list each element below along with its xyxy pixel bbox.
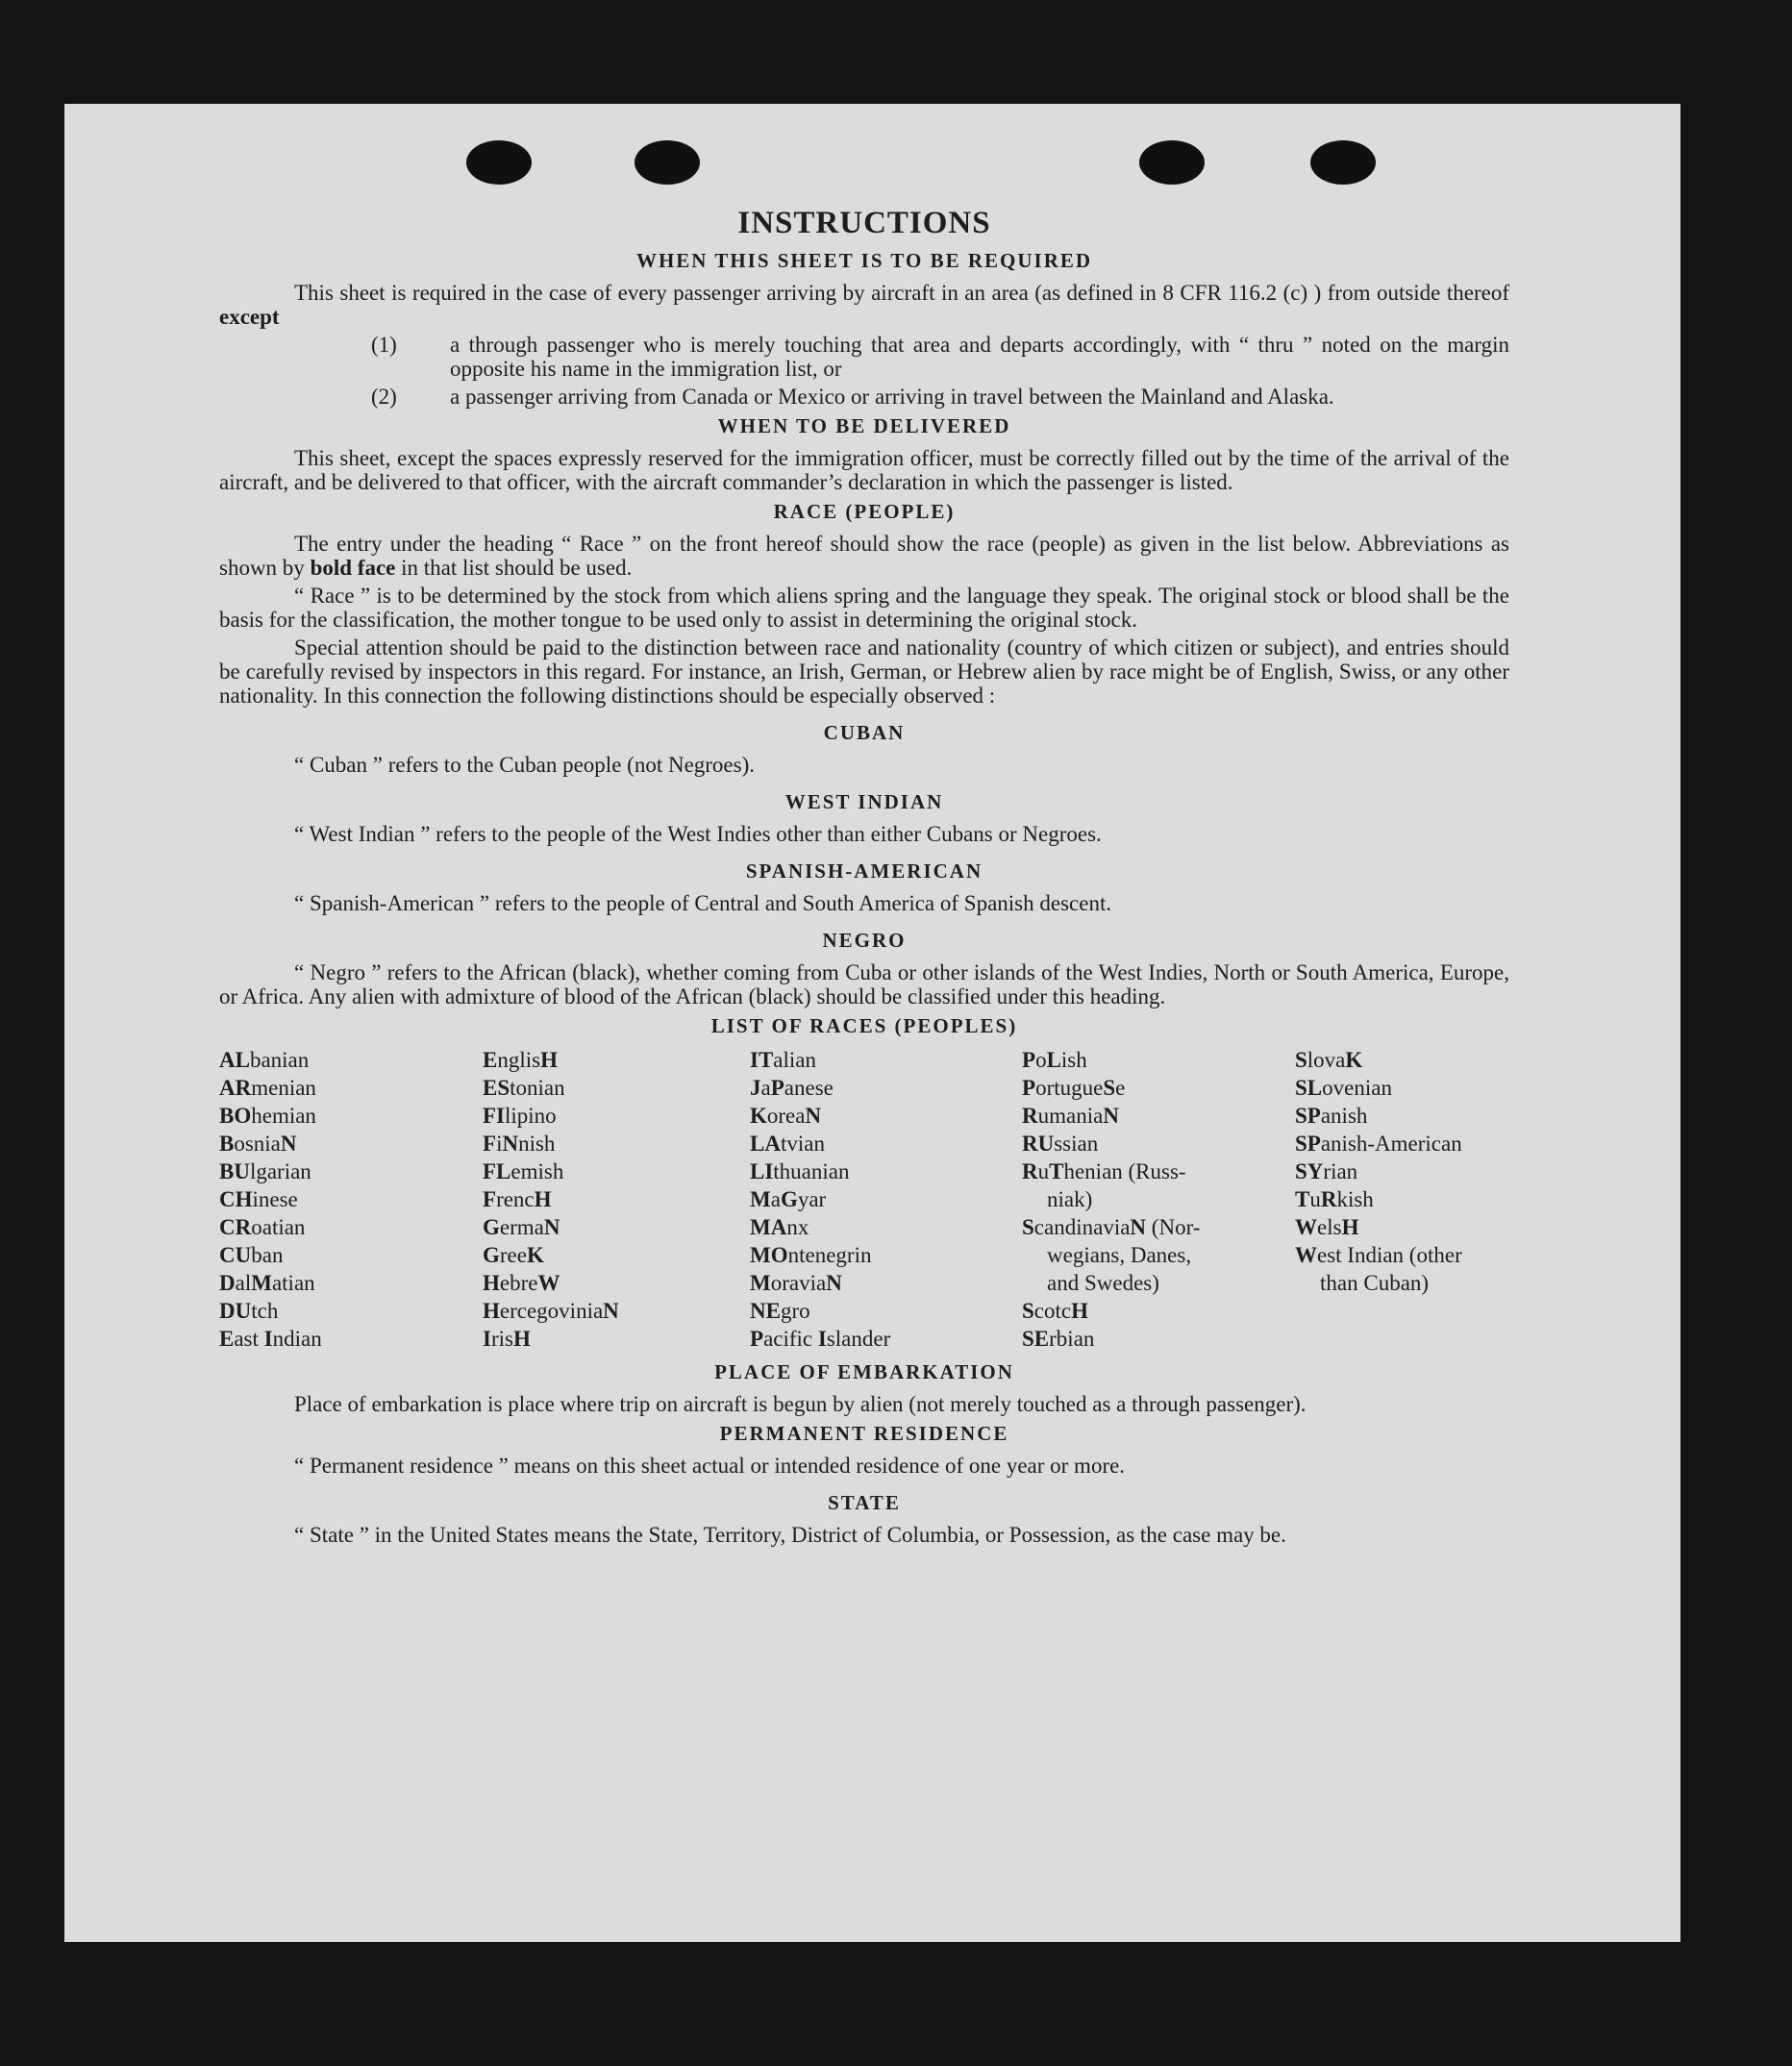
race-entry bbox=[219, 1325, 483, 1353]
race-abbreviation: CU bbox=[219, 1243, 252, 1267]
race-text: o bbox=[1035, 1048, 1047, 1072]
race-entry bbox=[1022, 1269, 1295, 1297]
race-entry bbox=[750, 1157, 1022, 1185]
negro-text: “ Negro ” refers to the African (black), whether coming from Cuba or other islands of the West Indies, North or South America, Europe, or Africa. Any alien with admixture of blood of the African (black) should be classified under this heading. bbox=[219, 960, 1509, 1008]
race-abbreviation: N bbox=[502, 1132, 519, 1156]
race-abbreviation: H bbox=[1071, 1299, 1088, 1323]
punch-hole bbox=[1310, 140, 1376, 185]
race-abbreviation: SY bbox=[1295, 1159, 1324, 1183]
race-abbreviation: IT bbox=[750, 1048, 774, 1072]
race-entry bbox=[1295, 1074, 1509, 1102]
race-entry bbox=[750, 1241, 1022, 1269]
race-abbreviation: E bbox=[483, 1048, 498, 1072]
heading-race: RACE (PEOPLE) bbox=[773, 500, 956, 523]
race-abbreviation: L bbox=[1046, 1048, 1061, 1072]
race-text: orea bbox=[766, 1104, 806, 1128]
race-abbreviation: G bbox=[483, 1243, 500, 1267]
intro-bold: except bbox=[219, 305, 280, 329]
race-text: and Swedes) bbox=[1047, 1271, 1159, 1295]
race-entry bbox=[1295, 1157, 1509, 1185]
race-entry bbox=[1022, 1297, 1295, 1325]
race-abbreviation: T bbox=[1295, 1187, 1310, 1211]
race-abbreviation: K bbox=[750, 1104, 767, 1128]
race-abbreviation: K bbox=[1345, 1048, 1363, 1072]
race-abbreviation: W bbox=[537, 1271, 560, 1295]
race-entry bbox=[483, 1102, 750, 1130]
item-text: a through passenger who is merely touching that area and departs accordingly, with “ thru ” noted on the margin opposite his name in the immigration list, or bbox=[450, 333, 1509, 381]
race-text: erma bbox=[499, 1215, 544, 1239]
race-text: nx bbox=[786, 1215, 809, 1239]
race-abbreviation: H bbox=[1341, 1215, 1359, 1239]
race-text: umania bbox=[1037, 1104, 1104, 1128]
race-abbreviation: LA bbox=[750, 1132, 781, 1156]
race-text: emish bbox=[510, 1159, 564, 1183]
race-text: wegians, Danes, bbox=[1047, 1243, 1192, 1267]
race-abbreviation: N bbox=[826, 1271, 842, 1295]
race-text: e bbox=[1115, 1076, 1126, 1100]
heading-when-required: WHEN THIS SHEET IS TO BE REQUIRED bbox=[635, 249, 1093, 272]
exception-item bbox=[219, 333, 1509, 381]
race-text: niak) bbox=[1047, 1187, 1093, 1211]
race-text: tvian bbox=[780, 1132, 825, 1156]
race-entry bbox=[1295, 1213, 1509, 1241]
race-text: renc bbox=[496, 1187, 535, 1211]
race-text: ris bbox=[490, 1327, 513, 1351]
race-text: candinavia bbox=[1033, 1215, 1131, 1239]
race-text: a bbox=[770, 1187, 781, 1211]
race-entry bbox=[750, 1102, 1022, 1130]
race-abbreviation: G bbox=[780, 1187, 798, 1211]
race-abbreviation: DU bbox=[219, 1299, 252, 1323]
race-text: els bbox=[1317, 1215, 1342, 1239]
race-text: ercegovinia bbox=[499, 1299, 604, 1323]
race-text: osnia bbox=[234, 1132, 281, 1156]
race-entry bbox=[219, 1241, 483, 1269]
race-text: gro bbox=[780, 1299, 810, 1323]
when-delivered-text: This sheet, except the spaces expressly reserved for the immigration officer, must be correctly filled out by the time of the arrival of the aircraft, and be delivered to that officer, with the aircraft commander’s declaration in which the passenger is listed. bbox=[219, 446, 1509, 494]
race-entry bbox=[1022, 1325, 1295, 1353]
race-text: ast bbox=[234, 1327, 264, 1351]
race-abbreviation: BU bbox=[219, 1159, 250, 1183]
race-abbreviation: P bbox=[750, 1327, 764, 1351]
race-entry bbox=[1295, 1185, 1509, 1213]
race-entry bbox=[750, 1213, 1022, 1241]
race-abbreviation: B bbox=[219, 1132, 235, 1156]
exception-item bbox=[219, 385, 1509, 409]
race-entry bbox=[219, 1074, 483, 1102]
race-abbreviation: MA bbox=[750, 1215, 787, 1239]
race-abbreviation: S bbox=[1295, 1048, 1307, 1072]
race-abbreviation: E bbox=[219, 1327, 235, 1351]
race-abbreviation: N bbox=[603, 1299, 619, 1323]
heading-embarkation: PLACE OF EMBARKATION bbox=[714, 1360, 1014, 1383]
race-abbreviation: NE bbox=[750, 1299, 781, 1323]
race-abbreviation: FI bbox=[483, 1104, 505, 1128]
race-entry bbox=[483, 1241, 750, 1269]
race-entry bbox=[1022, 1185, 1295, 1213]
race-entry bbox=[750, 1074, 1022, 1102]
race-entry bbox=[1022, 1241, 1295, 1269]
race-text: lipino bbox=[505, 1104, 557, 1128]
race-abbreviation: S bbox=[1103, 1076, 1116, 1100]
race-abbreviation: S bbox=[1022, 1299, 1034, 1323]
race-text: anish bbox=[1320, 1104, 1368, 1128]
race-abbreviation: M bbox=[251, 1271, 272, 1295]
race-p1-bold: bold face bbox=[310, 556, 396, 580]
race-text: alian bbox=[773, 1048, 816, 1072]
race-abbreviation: R bbox=[1022, 1159, 1038, 1183]
race-text: anish-American bbox=[1320, 1132, 1462, 1156]
race-text: banian bbox=[249, 1048, 310, 1072]
west-indian-text: “ West Indian ” refers to the people of the West Indies other than either Cubans or Negroes. bbox=[294, 822, 1102, 846]
race-entry bbox=[483, 1046, 750, 1074]
race-abbreviation: CH bbox=[219, 1187, 253, 1211]
race-entry bbox=[219, 1046, 483, 1074]
race-text: oravia bbox=[770, 1271, 827, 1295]
race-abbreviation: I bbox=[483, 1327, 491, 1351]
race-text: nglis bbox=[497, 1048, 541, 1072]
race-abbreviation: P bbox=[770, 1076, 784, 1100]
race-abbreviation: F bbox=[483, 1132, 497, 1156]
race-abbreviation: I bbox=[817, 1327, 827, 1351]
page-title: INSTRUCTIONS bbox=[737, 206, 991, 240]
race-abbreviation: SE bbox=[1022, 1327, 1050, 1351]
race-abbreviation: I bbox=[263, 1327, 273, 1351]
race-list bbox=[219, 1046, 1509, 1353]
race-abbreviation: T bbox=[1049, 1159, 1064, 1183]
race-text: oatian bbox=[251, 1215, 306, 1239]
race-abbreviation: W bbox=[1295, 1243, 1317, 1267]
race-abbreviation: W bbox=[1295, 1215, 1317, 1239]
race-entry bbox=[750, 1269, 1022, 1297]
race-column bbox=[750, 1046, 1022, 1353]
race-text: u bbox=[1037, 1159, 1050, 1183]
race-abbreviation: M bbox=[750, 1271, 771, 1295]
race-entry bbox=[1022, 1213, 1295, 1241]
race-entry bbox=[1022, 1046, 1295, 1074]
heading-spanish-american: SPANISH-AMERICAN bbox=[745, 859, 983, 883]
race-abbreviation: SP bbox=[1295, 1132, 1321, 1156]
race-p1-text-end: in that list should be used. bbox=[395, 556, 633, 580]
intro-text: This sheet is required in the case of every passenger arriving by aircraft in an area (as defined in 8 CFR 116.2 (c) ) from outside thereof bbox=[294, 281, 1509, 305]
race-text: anese bbox=[784, 1076, 834, 1100]
item-number: (2) bbox=[371, 385, 397, 409]
heading-west-indian: WEST INDIAN bbox=[784, 790, 944, 813]
race-abbreviation: AL bbox=[219, 1048, 250, 1072]
race-entry bbox=[1295, 1130, 1509, 1157]
race-text: acific bbox=[763, 1327, 818, 1351]
race-text: hemian bbox=[251, 1104, 316, 1128]
when-required-intro bbox=[219, 281, 1509, 329]
race-abbreviation: H bbox=[483, 1271, 500, 1295]
race-column bbox=[1295, 1046, 1509, 1353]
heading-list-of-races: LIST OF RACES (PEOPLES) bbox=[710, 1014, 1018, 1037]
race-paragraph-3: Special attention should be paid to the distinction between race and nationality (country of which citizen or subject), and entries should be carefully revised by inspectors in this regard. For instance, an Irish, German, or Hebrew alien by race might be of English, Swiss, or any other nationality. In this connection the following distinctions should be especially observed : bbox=[219, 635, 1509, 708]
race-entry bbox=[1022, 1074, 1295, 1102]
race-entry bbox=[483, 1325, 750, 1353]
race-text: inese bbox=[252, 1187, 298, 1211]
state-text: “ State ” in the United States means the State, Territory, District of Columbia, or Possession, as the case may be. bbox=[294, 1523, 1286, 1547]
document-page bbox=[64, 104, 1680, 1942]
race-entry bbox=[1022, 1130, 1295, 1157]
embarkation-text: Place of embarkation is place where trip on aircraft is begun by alien (not merely touched as a through passenger). bbox=[294, 1392, 1307, 1416]
race-entry bbox=[483, 1269, 750, 1297]
race-column bbox=[483, 1046, 750, 1353]
race-text: ebre bbox=[499, 1271, 538, 1295]
race-text: est Indian (other bbox=[1317, 1243, 1462, 1267]
race-abbreviation: P bbox=[1022, 1076, 1036, 1100]
race-entry bbox=[1295, 1241, 1509, 1269]
heading-permanent-residence: PERMANENT RESIDENCE bbox=[719, 1422, 1009, 1445]
race-text: thuanian bbox=[773, 1159, 850, 1183]
race-abbreviation: J bbox=[750, 1076, 761, 1100]
race-text: lova bbox=[1307, 1048, 1346, 1072]
race-entry bbox=[1022, 1157, 1295, 1185]
race-abbreviation: H bbox=[534, 1187, 552, 1211]
race-abbreviation: ES bbox=[483, 1076, 510, 1100]
race-entry bbox=[483, 1157, 750, 1185]
race-abbreviation: N bbox=[1130, 1215, 1147, 1239]
race-text: ban bbox=[251, 1243, 284, 1267]
race-text: tch bbox=[251, 1299, 279, 1323]
race-text: tonian bbox=[510, 1076, 565, 1100]
race-paragraph-2: “ Race ” is to be determined by the stock from which aliens spring and the language they speak. The original stock or blood shall be the basis for the classification, the mother tongue to be used only to assist in determining the original stock. bbox=[219, 584, 1509, 632]
race-text: yar bbox=[797, 1187, 827, 1211]
race-abbreviation: S bbox=[1022, 1215, 1034, 1239]
heading-when-delivered: WHEN TO BE DELIVERED bbox=[717, 414, 1011, 437]
race-entry bbox=[1295, 1102, 1509, 1130]
race-p1-text: The entry under the heading “ Race ” on the front hereof should show the race (people) as given in the list below. Abbreviations as shown by bbox=[219, 532, 1509, 580]
race-text: menian bbox=[251, 1076, 316, 1100]
race-paragraph-1 bbox=[219, 532, 1509, 580]
race-abbreviation: R bbox=[1320, 1187, 1337, 1211]
punch-hole bbox=[635, 140, 700, 185]
race-entry bbox=[483, 1185, 750, 1213]
heading-negro: NEGRO bbox=[822, 929, 907, 952]
race-entry bbox=[219, 1185, 483, 1213]
race-text: than Cuban) bbox=[1320, 1271, 1430, 1295]
race-text: al bbox=[235, 1271, 252, 1295]
race-entry bbox=[219, 1297, 483, 1325]
race-abbreviation: G bbox=[483, 1215, 500, 1239]
race-entry bbox=[219, 1269, 483, 1297]
race-entry bbox=[750, 1185, 1022, 1213]
race-text: ssian bbox=[1054, 1132, 1099, 1156]
race-abbreviation: N bbox=[805, 1104, 822, 1128]
heading-cuban: CUBAN bbox=[823, 721, 906, 744]
race-text: a bbox=[760, 1076, 771, 1100]
race-abbreviation: D bbox=[219, 1271, 236, 1295]
race-text: i bbox=[496, 1132, 503, 1156]
race-abbreviation: CR bbox=[219, 1215, 252, 1239]
race-entry bbox=[750, 1130, 1022, 1157]
race-text: rbian bbox=[1049, 1327, 1095, 1351]
race-abbreviation: H bbox=[512, 1327, 531, 1351]
spanish-american-text: “ Spanish-American ” refers to the people of Central and South America of Spanish descent. bbox=[294, 891, 1112, 915]
race-abbreviation: AR bbox=[219, 1076, 252, 1100]
race-abbreviation: FL bbox=[483, 1159, 511, 1183]
race-abbreviation: K bbox=[526, 1243, 544, 1267]
race-abbreviation: P bbox=[1022, 1048, 1036, 1072]
race-abbreviation: RU bbox=[1022, 1132, 1055, 1156]
race-text: henian (Russ- bbox=[1063, 1159, 1186, 1183]
race-abbreviation: H bbox=[483, 1299, 500, 1323]
race-text: atian bbox=[271, 1271, 315, 1295]
race-entry bbox=[750, 1046, 1022, 1074]
race-abbreviation: H bbox=[540, 1048, 558, 1072]
race-text: rian bbox=[1323, 1159, 1358, 1183]
item-number: (1) bbox=[371, 333, 397, 357]
race-column bbox=[219, 1046, 483, 1353]
race-abbreviation: N bbox=[280, 1132, 297, 1156]
race-text: ovenian bbox=[1322, 1076, 1392, 1100]
race-text: ndian bbox=[272, 1327, 322, 1351]
race-text: ish bbox=[1060, 1048, 1087, 1072]
race-entry bbox=[483, 1213, 750, 1241]
race-entry bbox=[219, 1157, 483, 1185]
punch-hole bbox=[1139, 140, 1205, 185]
race-abbreviation: BO bbox=[219, 1104, 252, 1128]
race-entry bbox=[1295, 1046, 1509, 1074]
race-text: ree bbox=[499, 1243, 527, 1267]
race-text: ortugue bbox=[1035, 1076, 1104, 1100]
race-column bbox=[1022, 1046, 1295, 1353]
race-abbreviation: M bbox=[750, 1187, 771, 1211]
cuban-text: “ Cuban ” refers to the Cuban people (not Negroes). bbox=[294, 753, 756, 777]
race-entry bbox=[219, 1213, 483, 1241]
race-entry bbox=[750, 1297, 1022, 1325]
race-text: (Nor- bbox=[1146, 1215, 1201, 1239]
race-abbreviation: SP bbox=[1295, 1104, 1321, 1128]
race-text: kish bbox=[1336, 1187, 1374, 1211]
race-entry bbox=[483, 1074, 750, 1102]
race-abbreviation: LI bbox=[750, 1159, 774, 1183]
punch-hole bbox=[466, 140, 532, 185]
race-entry bbox=[483, 1130, 750, 1157]
heading-state: STATE bbox=[828, 1491, 901, 1514]
race-abbreviation: N bbox=[1103, 1104, 1119, 1128]
race-text: ntenegrin bbox=[787, 1243, 872, 1267]
race-text: nish bbox=[518, 1132, 556, 1156]
race-entry bbox=[219, 1130, 483, 1157]
race-text: lgarian bbox=[249, 1159, 311, 1183]
race-abbreviation: N bbox=[543, 1215, 560, 1239]
race-text: u bbox=[1309, 1187, 1321, 1211]
permanent-residence-text: “ Permanent residence ” means on this sheet actual or intended residence of one year or more. bbox=[294, 1454, 1126, 1478]
race-abbreviation: MO bbox=[750, 1243, 788, 1267]
race-abbreviation: SL bbox=[1295, 1076, 1323, 1100]
race-entry bbox=[1295, 1269, 1509, 1297]
instructions-content bbox=[219, 206, 1509, 1551]
race-abbreviation: F bbox=[483, 1187, 497, 1211]
race-entry bbox=[1022, 1102, 1295, 1130]
item-text: a passenger arriving from Canada or Mexico or arriving in travel between the Mainland and Alaska. bbox=[450, 385, 1334, 409]
race-entry bbox=[219, 1102, 483, 1130]
race-abbreviation: R bbox=[1022, 1104, 1038, 1128]
race-text: cotc bbox=[1033, 1299, 1072, 1323]
race-entry bbox=[483, 1297, 750, 1325]
race-entry bbox=[750, 1325, 1022, 1353]
race-text: slander bbox=[826, 1327, 891, 1351]
